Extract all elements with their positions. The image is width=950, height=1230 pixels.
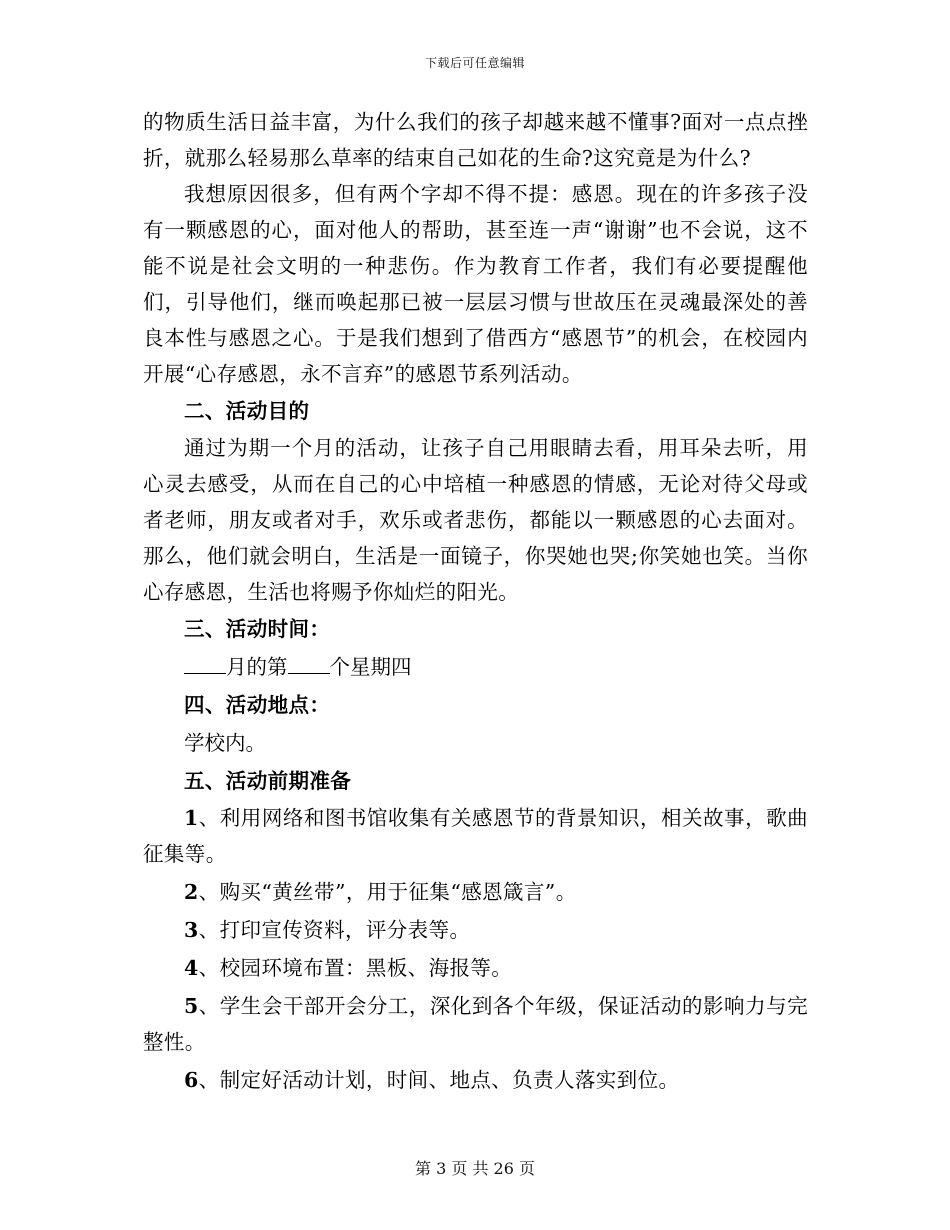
list-item-text: 、校园环境布置：黑板、海报等。 bbox=[198, 956, 513, 980]
page-footer: 第 3 页 共 26 页 bbox=[415, 1159, 535, 1178]
list-item-text: 、制定好活动计划，时间、地点、负责人落实到位。 bbox=[198, 1068, 680, 1092]
list-item-text: 、学生会干部开会分工，深化到各个年级，保证活动的影响力与完整性。 bbox=[143, 994, 808, 1054]
list-item bbox=[143, 800, 808, 872]
list-item-number: 5 bbox=[184, 994, 199, 1018]
activity-place: 学校内。 bbox=[184, 731, 266, 755]
time-text-1: 月的第 bbox=[226, 655, 288, 679]
blank-week bbox=[288, 653, 330, 674]
list-item-number: 2 bbox=[184, 880, 199, 904]
list-item bbox=[143, 950, 808, 986]
list-item-text: 、利用网络和图书馆收集有关感恩节的背景知识，相关故事，歌曲征集等。 bbox=[143, 806, 808, 866]
list-item-number: 3 bbox=[184, 918, 199, 942]
heading-activity-time: 三、活动时间： bbox=[184, 617, 331, 641]
list-item bbox=[143, 912, 808, 948]
list-item-text: 、打印宣传资料，评分表等。 bbox=[198, 918, 471, 942]
list-item-number: 4 bbox=[184, 956, 199, 980]
list-item-number: 1 bbox=[184, 806, 199, 830]
paragraph-purpose: 通过为期一个月的活动，让孩子自己用眼睛去看，用耳朵去听，用心灵去感受，从而在自己的心中培植一种感恩的情感，无论对待父母或者老师，朋友或者对手，欢乐或者悲伤，都能以一颗感恩的心去面对。那么，他们就会明白，生活是一面镜子，你哭她也哭;你笑她也笑。当你心存感恩，生活也将赐予你灿烂的阳光。 bbox=[143, 436, 808, 604]
blank-month bbox=[184, 653, 226, 674]
header-note: 下载后可任意编辑 bbox=[424, 56, 525, 70]
list-item-number: 6 bbox=[184, 1068, 199, 1092]
list-item bbox=[143, 988, 808, 1060]
paragraph-background: 我想原因很多，但有两个字却不得不提：感恩。现在的许多孩子没有一颗感恩的心，面对他人的帮助，甚至连一声“谢谢”也不会说，这不能不说是社会文明的一种悲伤。作为教育工作者，我们有必要提醒他们，引导他们，继而唤起那已被一层层习惯与世故压在灵魂最深处的善良本性与感恩之心。于是我们想到了借西方“感恩节”的机会，在校园内开展“心存感恩，永不言弃”的感恩节系列活动。 bbox=[143, 182, 808, 386]
document-body bbox=[143, 104, 808, 1100]
heading-activity-place: 四、活动地点： bbox=[184, 693, 331, 717]
time-text-2: 个星期四 bbox=[329, 655, 412, 679]
heading-activity-purpose: 二、活动目的 bbox=[184, 399, 310, 423]
list-item bbox=[143, 874, 808, 910]
list-item-text: 、购买“黄丝带”，用于征集“感恩箴言”。 bbox=[198, 880, 577, 904]
heading-preparation: 五、活动前期准备 bbox=[184, 769, 352, 793]
list-item bbox=[143, 1062, 808, 1098]
activity-time-line bbox=[143, 648, 808, 686]
paragraph-continuation: 的物质生活日益丰富，为什么我们的孩子却越来越不懂事?面对一点点挫折，就那么轻易那么草率的结束自己如花的生命?这究竟是为什么? bbox=[143, 110, 808, 170]
